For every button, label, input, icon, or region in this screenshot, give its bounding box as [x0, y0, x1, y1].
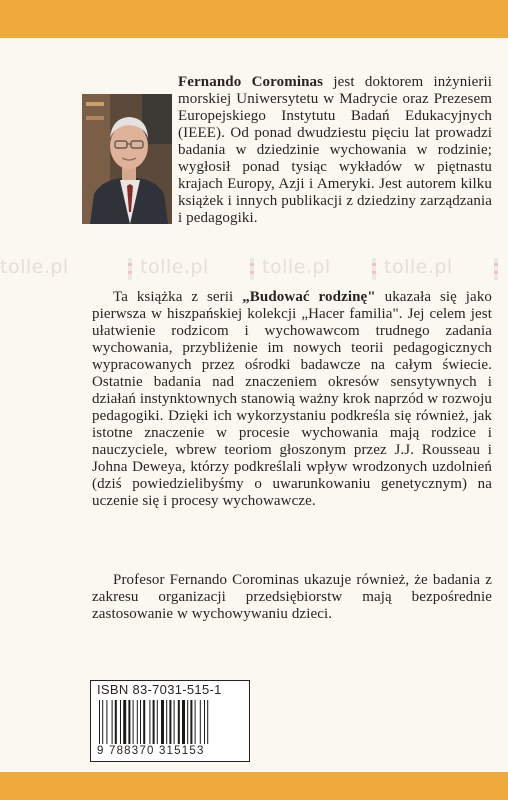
closing-text: Profesor Fernando Corominas ukazuje również, że badania z zakresu organizacji przedsiębiorstw mają bezpośrednie zastosowanie w wychowywaniu dzieci. [92, 572, 492, 622]
watermark-text: tolle.pl [262, 256, 331, 278]
barcode-bars [97, 700, 243, 744]
barcode-bar [99, 700, 100, 744]
watermark-text: tolle.pl [0, 256, 69, 278]
description-part1: Ta książka z serii [113, 289, 234, 305]
barcode-bar [187, 700, 188, 744]
barcode-bar [115, 700, 117, 744]
barcode-bar [166, 700, 167, 744]
barcode-bar [137, 700, 138, 744]
barcode-bar [112, 700, 113, 744]
barcode-bar [207, 700, 208, 744]
watermark-text: tolle.pl [384, 256, 453, 278]
book-description [92, 289, 492, 510]
lighthouse-icon [126, 254, 134, 282]
barcode-bar [149, 700, 150, 744]
author-bio [178, 74, 492, 227]
barcode-bar [190, 700, 192, 744]
top-orange-band [0, 0, 508, 38]
barcode-bar [102, 700, 103, 744]
series-name: „Budować rodzinę" [242, 289, 376, 305]
barcode-bar [153, 700, 155, 744]
barcode-bar [195, 700, 196, 744]
barcode-bar [133, 700, 134, 744]
lighthouse-icon [370, 254, 378, 282]
description-part2: ukazała się jako pierwsza w hiszpańskiej kolekcji „Hacer familia". Jej celem jest ułatwienie rodzicom i wychowawcom trudnego zadania wychowania, przybliżenie im nowych teorii pedagogicznych wypracowanych przez ośrodki badawcze na całym świecie. Ostatnie badania nad znaczeniem okresów sensytywnych i działań instynktownych stanowią ważny krok naprzód w rozwoju pedagogiki. Dzięki ich wykorzystaniu podkreśla się również, jak istotne znaczenie w procesie wychowania mają rodzice i nauczyciele, wbrew teoriom głoszonym przez J.J. Rousseau i Johna Deweya, którzy podkreślali wpływ wrodzonych uzdolnień (dziś powiedzielibyśmy o uwarunkowaniu genetycznym) na uczenie się i procesy wychowawcze. [92, 289, 493, 509]
closing-paragraph [92, 572, 492, 623]
lighthouse-icon [248, 254, 256, 282]
barcode-bar [106, 700, 107, 744]
barcode-bar [174, 700, 175, 744]
author-name: Fernando Corominas [178, 74, 324, 90]
lighthouse-icon [492, 254, 500, 282]
barcode-bar [161, 700, 164, 744]
bottom-orange-band [0, 772, 508, 800]
barcode-bar [182, 700, 185, 744]
barcode-bar [143, 700, 145, 744]
barcode-bar [120, 700, 121, 744]
author-bio-text: jest doktorem inżynierii morskiej Uniwersytetu w Madrycie oraz Prezesem Europejskiego Instytutu Badań Edukacyjnych (IEEE). Od ponad dwudziestu pięciu lat prowadzi badania w dziedzinie wychowania w rodzinie; wygłosił ponad tysiąc wykładów w piętnastu krajach Europy, Azji i Ameryki. Jest autorem kilku książek i innych publikacji z dziedziny zarządzania i pedagogiki. [178, 74, 492, 226]
barcode-bar [178, 700, 180, 744]
watermark-text: tolle.pl [140, 256, 209, 278]
barcode-bar [204, 700, 205, 744]
barcode-bar [169, 700, 171, 744]
author-photo [82, 94, 172, 224]
watermark-strip [0, 256, 508, 286]
ean-digits: 9 788370 315153 [97, 745, 205, 757]
barcode-bar [200, 700, 201, 744]
barcode-bar [140, 700, 141, 744]
barcode-bar [123, 700, 126, 744]
barcode-bar [128, 700, 130, 744]
isbn-barcode [90, 680, 250, 762]
isbn-number: ISBN 83-7031-515-1 [97, 682, 222, 697]
barcode-bar [157, 700, 158, 744]
